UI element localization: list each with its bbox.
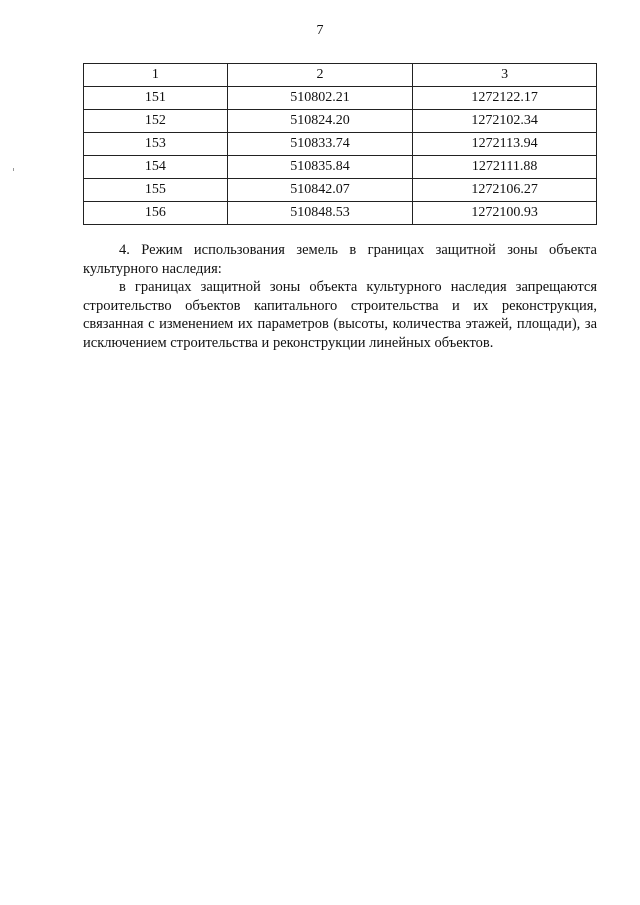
page-number: 7 — [316, 23, 324, 38]
body-text — [83, 241, 597, 352]
table-row — [84, 133, 597, 156]
table-cell: 154 — [84, 156, 228, 179]
table-cell: 510802.21 — [227, 87, 413, 110]
table-header-row — [84, 64, 597, 87]
table-cell: 1272122.17 — [413, 87, 597, 110]
table-header-cell: 3 — [413, 64, 597, 87]
table-cell: 510824.20 — [227, 110, 413, 133]
table-cell: 510833.74 — [227, 133, 413, 156]
table-cell: 510848.53 — [227, 202, 413, 225]
margin-mark — [13, 168, 14, 171]
table-cell: 151 — [84, 87, 228, 110]
table-cell: 1272113.94 — [413, 133, 597, 156]
table-header-cell: 1 — [84, 64, 228, 87]
paragraph-land-use-regime: 4. Режим использования земель в границах защитной зоны объекта культурного наследия: — [83, 242, 597, 277]
table-row — [84, 156, 597, 179]
table-cell: 1272102.34 — [413, 110, 597, 133]
table-row — [84, 179, 597, 202]
table-cell: 510835.84 — [227, 156, 413, 179]
table-row — [84, 110, 597, 133]
table-row — [84, 87, 597, 110]
table-header-cell: 2 — [227, 64, 413, 87]
table-cell: 1272100.93 — [413, 202, 597, 225]
table-row — [84, 202, 597, 225]
table-cell: 152 — [84, 110, 228, 133]
table-cell: 153 — [84, 133, 228, 156]
table-cell: 510842.07 — [227, 179, 413, 202]
paragraph-construction-restrictions: в границах защитной зоны объекта культурного наследия запрещаются строительство объектов капитального строительства и их реконструкция, связанная с изменением их параметров (высоты, количества этажей, площади), за исключением строительства и реконструкции линейных объектов. — [83, 279, 597, 351]
table-cell: 156 — [84, 202, 228, 225]
table-cell: 1272106.27 — [413, 179, 597, 202]
table-cell: 155 — [84, 179, 228, 202]
table-cell: 1272111.88 — [413, 156, 597, 179]
coordinates-table — [83, 63, 597, 225]
